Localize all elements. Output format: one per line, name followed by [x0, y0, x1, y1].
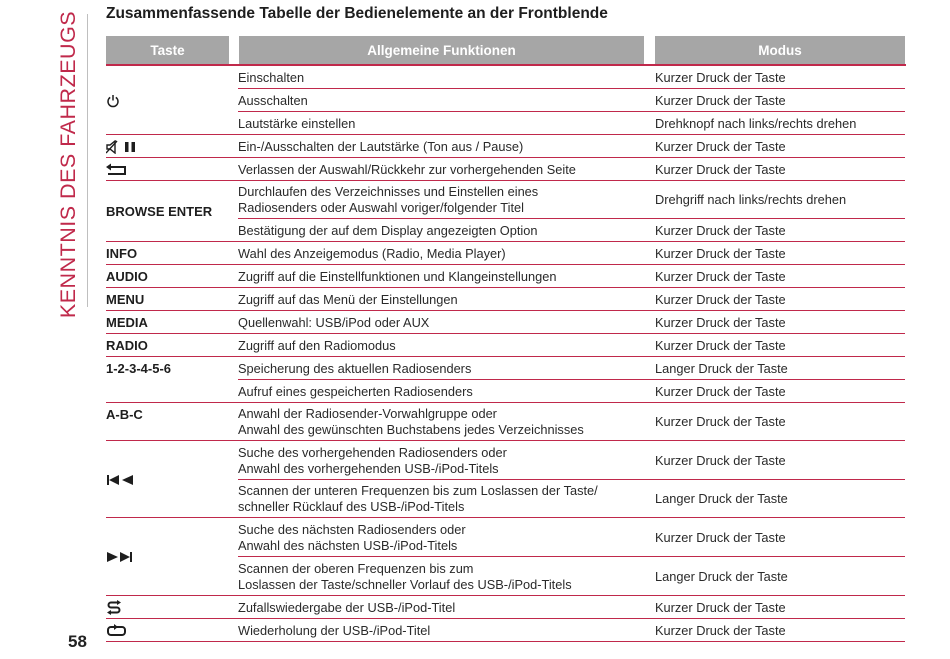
function-text: Scannen der unteren Frequenzen bis zum Loslassen der Taste/ — [238, 483, 598, 498]
function-cell — [238, 311, 648, 334]
function-text: Quellenwahl: USB/iPod oder AUX — [238, 314, 430, 330]
function-text: Verlassen der Auswahl/Rückkehr zur vorhergehenden Seite — [238, 161, 576, 177]
mode-cell: Drehknopf nach links/rechts drehen — [655, 115, 857, 131]
function-text: Speicherung des aktuellen Radiosenders — [238, 360, 472, 376]
function-text: Ausschalten — [238, 92, 308, 108]
key-label: BROWSE ENTER — [106, 204, 213, 219]
mode-cell: Kurzer Druck der Taste — [655, 414, 786, 429]
key-repeat-icon — [106, 619, 231, 642]
key-label: AUDIO — [106, 269, 148, 284]
side-section-title: KENNTNIS DES FAHRZEUGS — [56, 10, 81, 318]
function-cell — [238, 112, 648, 135]
shuffle-icon — [106, 600, 122, 615]
function-cell — [238, 135, 648, 158]
function-cell — [238, 596, 648, 619]
mute-pause-icon — [106, 140, 140, 154]
function-cell — [238, 265, 648, 288]
mode-cell: Kurzer Druck der Taste — [655, 291, 786, 307]
function-text: Suche des vorhergehenden Radiosenders oder — [238, 444, 507, 460]
key-back-icon — [106, 158, 231, 181]
mode-cell: Langer Druck der Taste — [655, 491, 788, 506]
function-cell — [238, 181, 648, 219]
mode-cell: Kurzer Druck der Taste — [655, 383, 786, 399]
function-cell — [238, 89, 648, 112]
header-mode: Modus — [655, 36, 905, 64]
function-text: Suche des nächsten Radiosenders oder — [238, 521, 466, 537]
function-text: Anwahl der Radiosender-Vorwahlgruppe oder — [238, 406, 497, 421]
function-text: Durchlaufen des Verzeichnisses und Einstellen eines — [238, 184, 539, 199]
header-functions: Allgemeine Funktionen — [239, 36, 644, 64]
function-cell — [238, 619, 648, 642]
row-divider — [238, 641, 905, 642]
header-taste: Taste — [106, 36, 229, 64]
key-label: MENU — [106, 292, 145, 307]
next-icon — [106, 551, 136, 563]
function-text: Zufallswiedergabe der USB-/iPod-Titel — [238, 599, 456, 615]
key-label: MEDIA — [106, 315, 148, 330]
function-text: Zugriff auf die Einstellfunktionen und Klangeinstellungen — [238, 268, 557, 284]
key-shuffle-icon — [106, 596, 231, 619]
function-cell — [238, 357, 648, 380]
function-cell — [238, 288, 648, 311]
back-icon — [106, 163, 128, 177]
function-cell — [238, 480, 648, 518]
function-text: Anwahl des vorhergehenden USB-/iPod-Titels — [238, 460, 499, 476]
mode-cell: Kurzer Druck der Taste — [655, 245, 786, 261]
mode-cell: Kurzer Druck der Taste — [655, 337, 786, 353]
key-label: RADIO — [106, 338, 148, 353]
function-text: Lautstärke einstellen — [238, 115, 356, 131]
mode-cell: Kurzer Druck der Taste — [655, 622, 786, 638]
key-label: INFO — [106, 246, 138, 261]
function-text: Radiosenders oder Auswahl voriger/folgender Titel — [238, 200, 524, 215]
mode-cell: Drehgriff nach links/rechts drehen — [655, 192, 847, 207]
mode-cell: Kurzer Druck der Taste — [655, 268, 786, 284]
function-cell — [238, 242, 648, 265]
function-text: Aufruf eines gespeicherten Radiosenders — [238, 383, 473, 399]
function-cell — [238, 66, 648, 89]
function-cell — [238, 557, 648, 596]
mode-cell: Kurzer Druck der Taste — [655, 222, 786, 238]
function-cell — [238, 518, 648, 557]
function-text: Zugriff auf den Radiomodus — [238, 337, 396, 353]
function-cell — [238, 403, 648, 441]
side-divider — [87, 14, 88, 307]
page-title: Zusammenfassende Tabelle der Bedienelemente an der Frontblende — [106, 5, 608, 22]
function-text: Anwahl des gewünschten Buchstabens jedes Verzeichnisses — [238, 422, 584, 437]
function-text: Bestätigung der auf dem Display angezeigten Option — [238, 222, 538, 238]
mode-cell: Kurzer Druck der Taste — [655, 92, 786, 108]
key-power-icon — [106, 66, 231, 135]
key-next-icon — [106, 518, 231, 596]
mode-cell: Kurzer Druck der Taste — [655, 161, 786, 177]
function-text: Loslassen der Taste/schneller Vorlauf des USB-/iPod-Titels — [238, 576, 572, 592]
function-text: Wahl des Anzeigemodus (Radio, Media Player) — [238, 245, 506, 261]
repeat-icon — [106, 624, 128, 638]
key-label: A-B-C — [106, 407, 143, 422]
function-text: Einschalten — [238, 69, 305, 85]
mode-cell: Kurzer Druck der Taste — [655, 138, 786, 154]
function-cell — [238, 219, 648, 242]
function-text: schneller Rücklauf des USB-/iPod-Titels — [238, 499, 465, 514]
previous-icon — [106, 474, 136, 486]
mode-cell: Kurzer Druck der Taste — [655, 452, 786, 468]
function-cell — [238, 334, 648, 357]
mode-cell: Langer Druck der Taste — [655, 568, 788, 584]
function-text: Wiederholung der USB-/iPod-Titel — [238, 622, 431, 638]
key-label: 1-2-3-4-5-6 — [106, 361, 172, 376]
mode-cell: Kurzer Druck der Taste — [655, 314, 786, 330]
function-cell — [238, 380, 648, 403]
function-text: Ein-/Ausschalten der Lautstärke (Ton aus / Pause) — [238, 138, 524, 154]
key-previous-icon — [106, 441, 231, 518]
function-cell — [238, 441, 648, 480]
mode-cell: Kurzer Druck der Taste — [655, 69, 786, 85]
function-text: Scannen der oberen Frequenzen bis zum — [238, 560, 474, 576]
mode-cell: Langer Druck der Taste — [655, 360, 788, 376]
function-text: Anwahl des nächsten USB-/iPod-Titels — [238, 537, 458, 553]
page-number: 58 — [68, 632, 87, 651]
function-text: Zugriff auf das Menü der Einstellungen — [238, 291, 458, 307]
key-mute-pause-icon — [106, 135, 231, 158]
mode-cell: Kurzer Druck der Taste — [655, 599, 786, 615]
power-icon — [106, 94, 120, 108]
mode-cell: Kurzer Druck der Taste — [655, 529, 786, 545]
function-cell — [238, 158, 648, 181]
